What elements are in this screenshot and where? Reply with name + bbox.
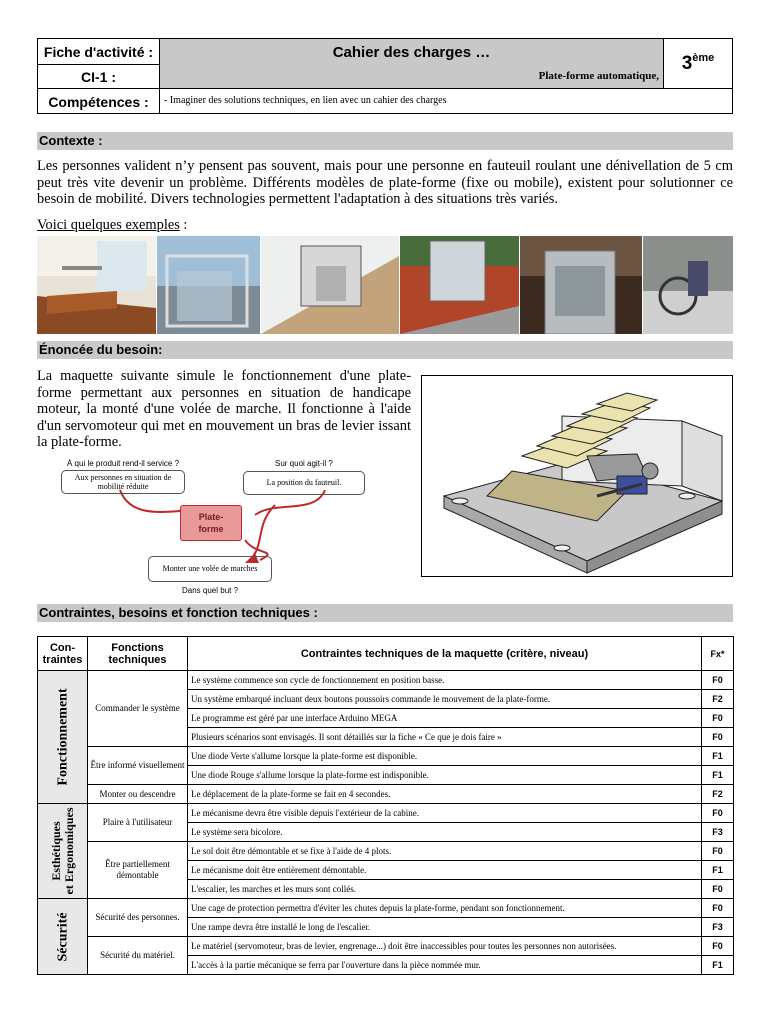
fx-level: F0 <box>702 728 734 747</box>
bete-a-cornes-diagram <box>45 455 377 598</box>
function-monter: Monter ou descendre <box>88 785 188 804</box>
example-photo-4 <box>400 236 519 334</box>
fx-level: F0 <box>702 937 734 956</box>
examples-label: Voici quelques exemples <box>37 217 180 233</box>
criterion: Le système sera bicolore. <box>188 823 702 842</box>
fx-level: F1 <box>702 861 734 880</box>
fx-level: F2 <box>702 690 734 709</box>
category-securite <box>38 899 88 975</box>
criterion: Un système embarqué incluant deux boutons poussoirs commande le mouvement de la plate-forme. <box>188 690 702 709</box>
competences-label: Compétences : <box>38 89 160 114</box>
fx-level: F1 <box>702 766 734 785</box>
box-users: Aux personnes en situation de mobilité réduite <box>61 470 185 494</box>
criterion: Le matériel (servomoteur, bras de levier, engrenage...) doit être inaccessibles pour toutes les personnes non autorisées. <box>188 937 702 956</box>
product-center: Plate-forme <box>180 505 242 541</box>
criterion: Le mécanisme devra être visible depuis l'extérieur de la cabine. <box>188 804 702 823</box>
example-photo-5 <box>520 236 642 334</box>
fx-level: F1 <box>702 747 734 766</box>
criterion: Le déplacement de la plate-forme se fait en 4 secondes. <box>188 785 702 804</box>
criterion: Une diode Verte s'allume lorsque la plate-forme est disponible. <box>188 747 702 766</box>
header-criteres: Contraintes techniques de la maquette (critère, niveau) <box>188 637 702 671</box>
example-photo-1 <box>37 236 156 334</box>
contexte-text: Les personnes valident n’y pensent pas souvent, mais pour une personne en fauteuil roulant une dénivellation de 5 cm peut très vite devenir un problème. Différents modèles de plate-forme (fixe ou mobile), existent pour solutionner ce besoin de mobilité. Divers technologies permettent l'adaptation à des situations très variés. <box>37 158 733 208</box>
question-why: Dans quel but ? <box>182 586 239 595</box>
constraints-table <box>37 636 734 975</box>
function-securite-personnes: Sécurité des personnes. <box>88 899 188 937</box>
function-plaire: Plaire à l'utilisateur <box>88 804 188 842</box>
level: 3 <box>681 52 693 74</box>
table-row <box>38 747 734 766</box>
activity-header <box>37 38 733 114</box>
example-photo-6 <box>643 236 733 334</box>
fx-level: F1 <box>702 956 734 975</box>
question-what: Sur quoi agit-il ? <box>275 459 333 468</box>
box-goal: Monter une volée de marches <box>148 556 272 582</box>
page-subtitle: Plate-forme automatique, <box>538 70 659 82</box>
function-informe: Être informé visuellement <box>88 747 188 785</box>
criterion: L'escalier, les marches et les murs sont collés. <box>188 880 702 899</box>
table-row <box>38 842 734 861</box>
examples-line <box>37 217 187 234</box>
criterion: Une cage de protection permettra d'éviter les chutes depuis la plate-forme, pendant son fonctionnement. <box>188 899 702 918</box>
fx-level: F0 <box>702 671 734 690</box>
table-row <box>38 671 734 690</box>
box-position: La position du fauteuil. <box>243 471 365 495</box>
examples-colon: : <box>179 217 188 233</box>
level-sup: ème <box>692 51 715 64</box>
level-cell <box>664 39 732 89</box>
criterion: Le système commence son cycle de fonctionnement en position basse. <box>188 671 702 690</box>
function-demontable: Être partiellement démontable <box>88 842 188 899</box>
fx-level: F0 <box>702 842 734 861</box>
fx-level: F0 <box>702 804 734 823</box>
header-fonctions: Fonctions techniques <box>88 637 188 671</box>
fx-level: F0 <box>702 709 734 728</box>
contexte-heading: Contexte : <box>37 132 733 150</box>
category-esthetiques <box>38 804 88 899</box>
header-fx: Fx* <box>702 637 734 671</box>
table-header-row <box>38 637 734 671</box>
contraintes-heading: Contraintes, besoins et fonction techniques : <box>37 604 733 622</box>
criterion: Le mécanisme doit être entièrement démontable. <box>188 861 702 880</box>
criterion: Plusieurs scénarios sont envisagés. Il sont détaillés sur la fiche « Ce que je dois faire » <box>188 728 702 747</box>
table-row <box>38 804 734 823</box>
maquette-illustration <box>421 375 733 577</box>
fx-level: F3 <box>702 823 734 842</box>
table-row <box>38 785 734 804</box>
function-securite-materiel: Sécurité du matériel. <box>88 937 188 975</box>
ci-label: CI-1 : <box>38 65 160 89</box>
fx-level: F0 <box>702 880 734 899</box>
category-label: Esthétiques <box>48 821 63 881</box>
besoin-text: La maquette suivante simule le fonctionnement d'une plate-forme permettant aux personnes en situation de handicape moteur, la monté d'une volée de marche. Il fonctionne à l'aide d'un servomoteur qui met en mouvement un bras de levier issant la plate-forme. <box>37 368 411 451</box>
question-who: À qui le produit rend-il service ? <box>67 459 180 468</box>
function-commander: Commander le système <box>88 671 188 747</box>
besoin-heading: Énoncée du besoin: <box>37 341 733 359</box>
page-title: Cahier des charges … <box>332 44 491 61</box>
criterion: Le programme est géré par une interface Arduino MEGA <box>188 709 702 728</box>
example-photo-2 <box>157 236 260 334</box>
criterion: L'accès à la partie mécanique se ferra par l'ouverture dans la pièce nommée mur. <box>188 956 702 975</box>
category-fonctionnement <box>38 671 88 804</box>
criterion: Le sol doit être démontable et se fixe à l'aide de 4 plots. <box>188 842 702 861</box>
fx-level: F3 <box>702 918 734 937</box>
fiche-label: Fiche d'activité : <box>38 39 160 65</box>
criterion: Une diode Rouge s'allume lorsque la plate-forme est indisponible. <box>188 766 702 785</box>
category-label: et Ergonomiques <box>61 807 76 895</box>
example-photo-3 <box>261 236 399 334</box>
category-label: Sécurité <box>55 912 70 961</box>
fx-level: F2 <box>702 785 734 804</box>
header-contraintes: Con- traintes <box>38 637 88 671</box>
table-row <box>38 899 734 918</box>
title-cell <box>160 39 664 89</box>
table-row <box>38 937 734 956</box>
competences-text: - Imaginer des solutions techniques, en lien avec un cahier des charges <box>164 95 447 106</box>
category-label: Fonctionnement <box>55 688 70 786</box>
fx-level: F0 <box>702 899 734 918</box>
criterion: Une rampe devra être installé le long de l'escalier. <box>188 918 702 937</box>
